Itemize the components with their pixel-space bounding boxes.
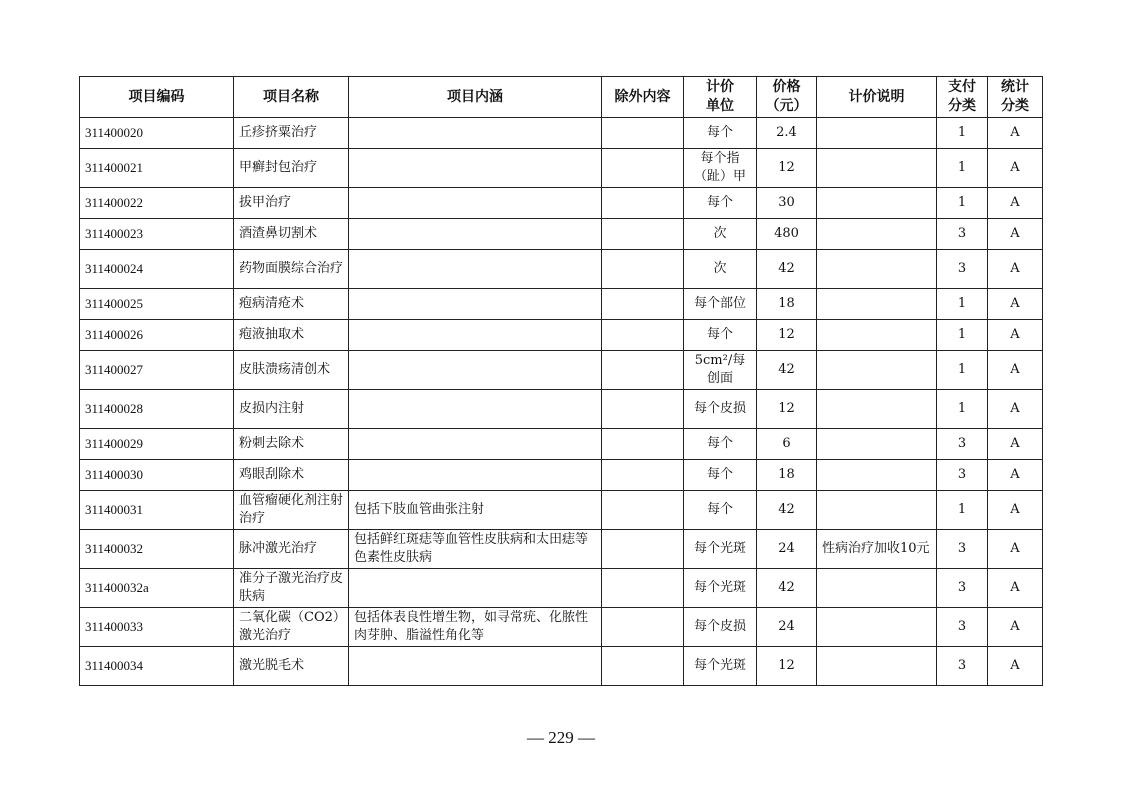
header-stat: 统计 分类 — [988, 77, 1043, 118]
row-note — [817, 608, 937, 647]
row-content — [349, 320, 602, 351]
row-price: 12 — [757, 390, 817, 429]
row-price: 18 — [757, 289, 817, 320]
row-exclude — [602, 289, 684, 320]
row-name: 脉冲激光治疗 — [234, 530, 349, 569]
row-price: 6 — [757, 429, 817, 460]
row-name: 准分子激光治疗皮肤病 — [234, 569, 349, 608]
row-unit: 每个 — [684, 491, 757, 530]
header-pay: 支付 分类 — [937, 77, 988, 118]
row-note — [817, 219, 937, 250]
row-exclude — [602, 219, 684, 250]
row-unit: 每个指（趾）甲 — [684, 149, 757, 188]
table-row — [80, 390, 1043, 429]
row-content — [349, 390, 602, 429]
row-unit: 每个 — [684, 429, 757, 460]
row-content — [349, 429, 602, 460]
row-pay: 3 — [937, 530, 988, 569]
row-pay: 1 — [937, 188, 988, 219]
row-pay: 1 — [937, 390, 988, 429]
row-exclude — [602, 149, 684, 188]
row-note — [817, 647, 937, 686]
row-code: 311400023 — [80, 219, 234, 250]
fee-table — [79, 76, 1043, 686]
row-name: 二氧化碳（CO2）激光治疗 — [234, 608, 349, 647]
row-code: 311400025 — [80, 289, 234, 320]
row-name: 酒渣鼻切割术 — [234, 219, 349, 250]
row-code: 311400033 — [80, 608, 234, 647]
row-unit: 每个皮损 — [684, 608, 757, 647]
row-exclude — [602, 530, 684, 569]
table-row — [80, 351, 1043, 390]
row-content — [349, 250, 602, 289]
row-note — [817, 320, 937, 351]
row-note — [817, 569, 937, 608]
row-stat: A — [988, 608, 1043, 647]
row-price: 42 — [757, 491, 817, 530]
row-code: 311400031 — [80, 491, 234, 530]
row-exclude — [602, 647, 684, 686]
row-exclude — [602, 608, 684, 647]
header-row — [80, 77, 1043, 118]
row-stat: A — [988, 530, 1043, 569]
row-code: 311400028 — [80, 390, 234, 429]
row-price: 42 — [757, 250, 817, 289]
row-unit: 每个皮损 — [684, 390, 757, 429]
row-pay: 3 — [937, 429, 988, 460]
row-unit: 每个部位 — [684, 289, 757, 320]
table-row — [80, 569, 1043, 608]
row-unit: 每个光斑 — [684, 569, 757, 608]
row-code: 311400034 — [80, 647, 234, 686]
row-price: 12 — [757, 320, 817, 351]
row-stat: A — [988, 647, 1043, 686]
row-code: 311400021 — [80, 149, 234, 188]
row-name: 皮肤溃疡清创术 — [234, 351, 349, 390]
table-row — [80, 320, 1043, 351]
row-code: 311400032a — [80, 569, 234, 608]
row-stat: A — [988, 149, 1043, 188]
table-row — [80, 647, 1043, 686]
row-unit: 每个光斑 — [684, 530, 757, 569]
row-stat: A — [988, 250, 1043, 289]
table-row — [80, 429, 1043, 460]
header-exclude: 除外内容 — [602, 77, 684, 118]
row-price: 30 — [757, 188, 817, 219]
header-note: 计价说明 — [817, 77, 937, 118]
table-row — [80, 460, 1043, 491]
row-content — [349, 647, 602, 686]
row-note — [817, 351, 937, 390]
row-exclude — [602, 250, 684, 289]
row-name: 疱液抽取术 — [234, 320, 349, 351]
row-note — [817, 149, 937, 188]
row-exclude — [602, 569, 684, 608]
row-unit: 每个光斑 — [684, 647, 757, 686]
row-name: 甲癣封包治疗 — [234, 149, 349, 188]
row-code: 311400029 — [80, 429, 234, 460]
row-pay: 1 — [937, 118, 988, 149]
header-code: 项目编码 — [80, 77, 234, 118]
row-pay: 3 — [937, 608, 988, 647]
row-stat: A — [988, 320, 1043, 351]
row-name: 激光脱毛术 — [234, 647, 349, 686]
row-pay: 1 — [937, 491, 988, 530]
row-name: 丘疹挤粟治疗 — [234, 118, 349, 149]
row-unit: 每个 — [684, 188, 757, 219]
row-stat: A — [988, 460, 1043, 491]
row-stat: A — [988, 491, 1043, 530]
row-price: 12 — [757, 647, 817, 686]
row-code: 311400020 — [80, 118, 234, 149]
row-note — [817, 429, 937, 460]
row-name: 拔甲治疗 — [234, 188, 349, 219]
row-stat: A — [988, 351, 1043, 390]
row-pay: 1 — [937, 351, 988, 390]
table-row — [80, 250, 1043, 289]
row-pay: 3 — [937, 250, 988, 289]
row-exclude — [602, 429, 684, 460]
row-content — [349, 188, 602, 219]
row-unit: 每个 — [684, 320, 757, 351]
row-name: 皮损内注射 — [234, 390, 349, 429]
row-name: 粉刺去除术 — [234, 429, 349, 460]
row-content — [349, 149, 602, 188]
table-row — [80, 149, 1043, 188]
header-price: 价格 （元） — [757, 77, 817, 118]
row-pay: 3 — [937, 460, 988, 491]
row-price: 42 — [757, 351, 817, 390]
row-exclude — [602, 118, 684, 149]
row-stat: A — [988, 569, 1043, 608]
row-content — [349, 569, 602, 608]
row-note: 性病治疗加收10元 — [817, 530, 937, 569]
row-price: 42 — [757, 569, 817, 608]
page-number: — 229 — — [527, 728, 595, 747]
row-pay: 3 — [937, 647, 988, 686]
table-row — [80, 118, 1043, 149]
row-pay: 3 — [937, 219, 988, 250]
row-code: 311400030 — [80, 460, 234, 491]
table-row — [80, 491, 1043, 530]
row-price: 12 — [757, 149, 817, 188]
table-row — [80, 219, 1043, 250]
table-row — [80, 608, 1043, 647]
row-note — [817, 188, 937, 219]
row-unit: 每个 — [684, 460, 757, 491]
row-price: 24 — [757, 530, 817, 569]
row-unit: 次 — [684, 250, 757, 289]
row-stat: A — [988, 390, 1043, 429]
row-exclude — [602, 491, 684, 530]
row-exclude — [602, 460, 684, 491]
row-content — [349, 219, 602, 250]
row-pay: 1 — [937, 149, 988, 188]
row-pay: 3 — [937, 569, 988, 608]
row-note — [817, 250, 937, 289]
header-content: 项目内涵 — [349, 77, 602, 118]
row-content: 包括下肢血管曲张注射 — [349, 491, 602, 530]
row-note — [817, 289, 937, 320]
row-code: 311400024 — [80, 250, 234, 289]
row-stat: A — [988, 429, 1043, 460]
row-content — [349, 351, 602, 390]
row-stat: A — [988, 118, 1043, 149]
row-price: 24 — [757, 608, 817, 647]
row-pay: 1 — [937, 289, 988, 320]
header-unit: 计价 单位 — [684, 77, 757, 118]
row-content: 包括鲜红斑痣等血管性皮肤病和太田痣等色素性皮肤病 — [349, 530, 602, 569]
header-name: 项目名称 — [234, 77, 349, 118]
row-note — [817, 460, 937, 491]
row-code: 311400026 — [80, 320, 234, 351]
row-stat: A — [988, 219, 1043, 250]
row-name: 血管瘤硬化剂注射治疗 — [234, 491, 349, 530]
row-content — [349, 118, 602, 149]
row-exclude — [602, 351, 684, 390]
row-content — [349, 289, 602, 320]
row-name: 鸡眼刮除术 — [234, 460, 349, 491]
row-exclude — [602, 188, 684, 219]
row-price: 2.4 — [757, 118, 817, 149]
table-row — [80, 289, 1043, 320]
row-code: 311400022 — [80, 188, 234, 219]
row-name: 药物面膜综合治疗 — [234, 250, 349, 289]
row-unit: 每个 — [684, 118, 757, 149]
row-unit: 5cm²/每创面 — [684, 351, 757, 390]
row-stat: A — [988, 289, 1043, 320]
row-stat: A — [988, 188, 1043, 219]
row-price: 18 — [757, 460, 817, 491]
row-price: 480 — [757, 219, 817, 250]
row-note — [817, 390, 937, 429]
row-note — [817, 491, 937, 530]
row-note — [817, 118, 937, 149]
row-name: 疱病清疮术 — [234, 289, 349, 320]
row-exclude — [602, 320, 684, 351]
row-pay: 1 — [937, 320, 988, 351]
row-content — [349, 460, 602, 491]
table-row — [80, 188, 1043, 219]
row-content: 包括体表良性增生物，如寻常疣、化脓性肉芽肿、脂溢性角化等 — [349, 608, 602, 647]
row-exclude — [602, 390, 684, 429]
row-code: 311400032 — [80, 530, 234, 569]
table-row — [80, 530, 1043, 569]
row-code: 311400027 — [80, 351, 234, 390]
row-unit: 次 — [684, 219, 757, 250]
